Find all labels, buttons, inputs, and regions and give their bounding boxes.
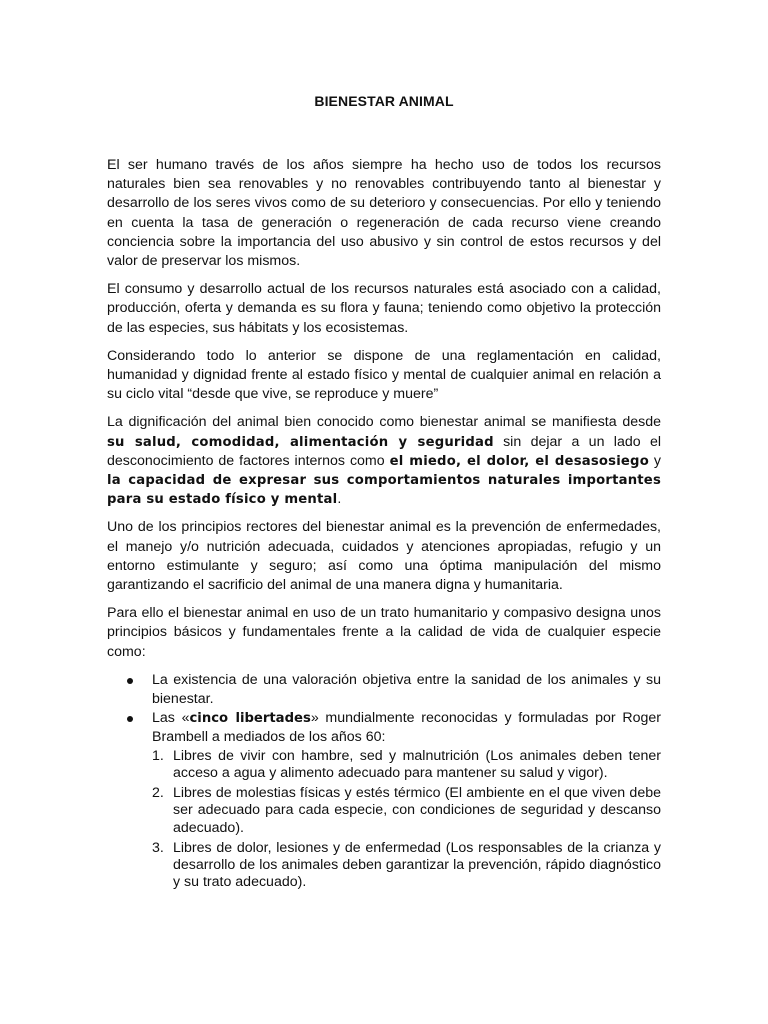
numbered-item-3-number: 3. [152,839,164,856]
numbered-item-3 [152,840,661,892]
bullet-item-2 [107,709,661,891]
document-title: BIENESTAR ANIMAL [314,93,454,109]
paragraph-4-bold-1: su salud, comodidad, alimentación y seguridad [107,434,494,450]
paragraph-5: Uno de los principios rectores del bienestar animal es la prevención de enfermedades, el manejo y/o nutrición adecuada, cuidados y atenciones apropiadas, refugio y un entorno estimulante y seguro; así como una óptima manipulación del mismo garantizando el sacrificio del animal de una manera digna y humanitaria. [107,519,661,594]
bullet-item-1 [107,671,661,709]
paragraph-4-text-4: . [337,491,342,508]
numbered-item-2-text: Libres de molestias físicas y estés térmico (El ambiente en el que viven debe ser adecuado para cada especie, con condiciones de seguridad y descanso adecuado). [173,785,661,836]
numbered-item-1-text: Libres de vivir con hambre, sed y malnutrición (Los animales deben tener acceso a agua y alimento adecuado para mantener su salud y vigor). [173,747,661,781]
paragraph-4 [107,413,661,509]
numbered-list [152,748,661,892]
document-page [107,92,661,894]
bullet-item-2-text-2: » mundialmente reconocidas y formuladas por Roger Brambell a mediados de los años 60: [152,710,661,746]
bullet-dot-icon [127,716,133,722]
paragraph-2: El consumo y desarrollo actual de los recursos naturales está asociado con a calidad, producción, oferta y demanda es su flora y fauna; teniendo como objetivo la protección de las especies, sus hábitats y los ecosistemas. [107,281,661,336]
bullet-item-2-text-1: Las « [152,710,190,727]
bullet-item-1-text: La existencia de una valoración objetiva entre la sanidad de los animales y su bienestar. [152,671,661,708]
paragraph-4-text-3: y [648,452,662,469]
numbered-item-2-number: 2. [152,785,164,802]
numbered-item-2 [152,785,661,837]
bullet-item-2-bold: cinco libertades [189,711,311,727]
paragraph-4-bold-3: la capacidad de expresar sus comportamientos naturales importantes para su estado físico y mental [107,473,661,508]
paragraph-4-text-1: La dignificación del animal bien conocido como bienestar animal se manifiesta desde [107,414,661,431]
paragraph-1: El ser humano través de los años siempre ha hecho uso de todos los recursos naturales bien sea renovables y no renovables contribuyendo tanto al bienestar y desarrollo de los seres vivos como de su deterioro y consecuencias. Por ello y teniendo en cuenta la tasa de generación o regeneración de cada recurso viene creando conciencia sobre la importancia del uso abusivo y sin control de estos recursos y del valor de preservar los mismos. [107,157,661,270]
paragraph-4-bold-2: el miedo, el dolor, el desasosiego [389,453,649,469]
bullet-dot-icon [127,678,133,684]
paragraph-3: Considerando todo lo anterior se dispone de una reglamentación en calidad, humanidad y dignidad frente al estado físico y mental de cualquier animal en relación a su ciclo vital “desde que vive, se reproduce y muere” [107,347,661,403]
numbered-item-1-number: 1. [152,747,164,764]
paragraph-6: Para ello el bienestar animal en uso de un trato humanitario y compasivo designa unos principios básicos y fundamentales frente a la calidad de vida de cualquier especie como: [107,605,661,660]
paragraph-4-text-2: sin dejar a un lado el desconocimiento de factores internos como [107,433,662,469]
bullet-list [107,671,661,891]
numbered-item-3-text: Libres de dolor, lesiones y de enfermedad (Los responsables de la crianza y desarrollo de los animales deben garantizar la prevención, rápido diagnóstico y su trato adecuado). [173,839,661,891]
numbered-item-1 [152,748,661,782]
